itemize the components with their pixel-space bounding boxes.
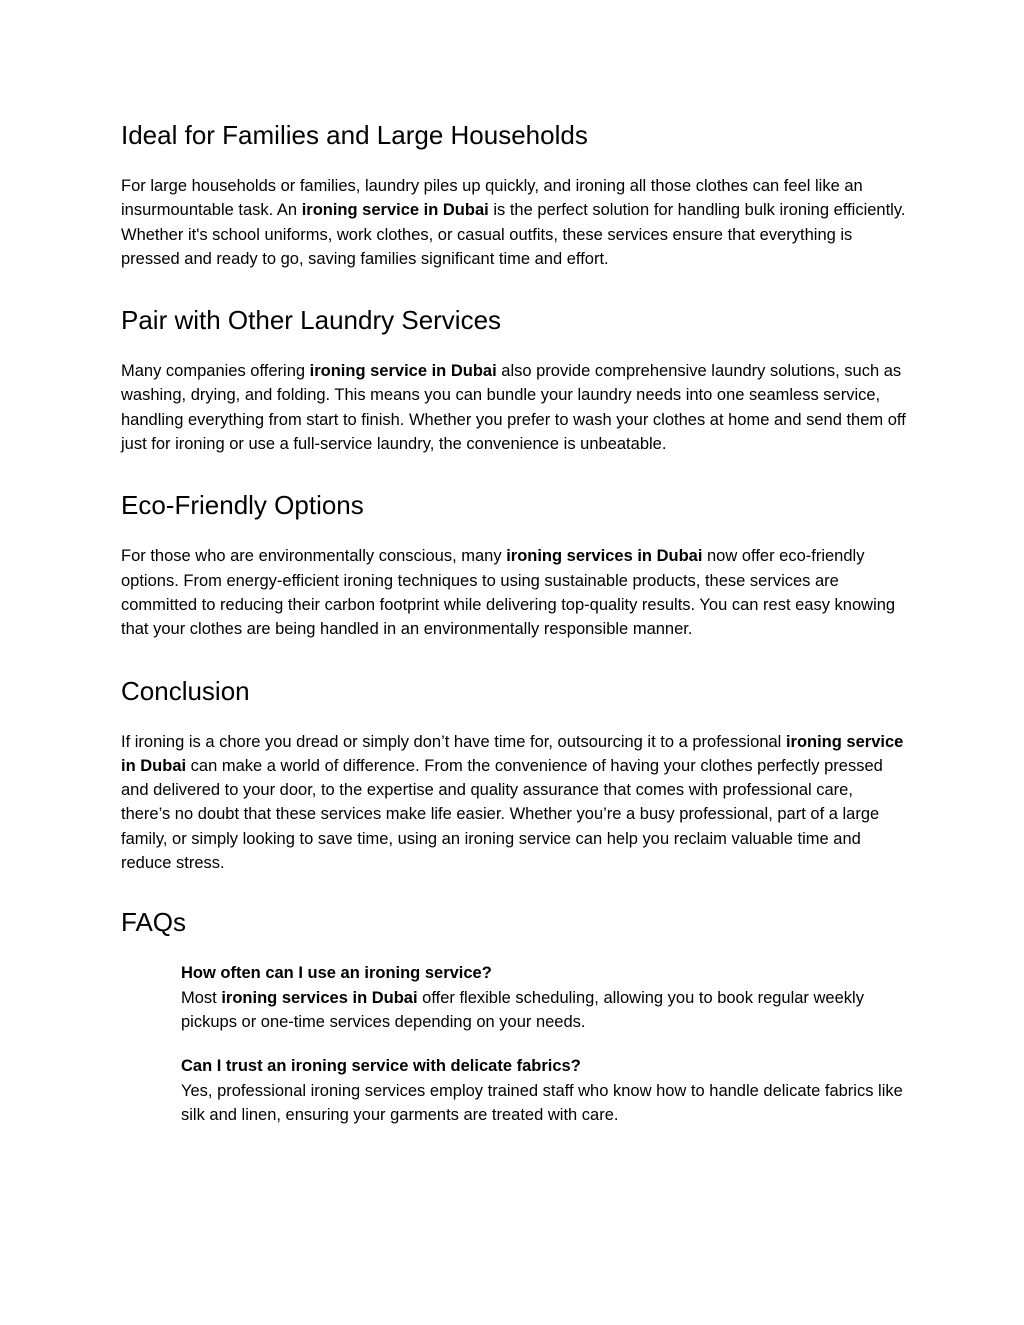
faq-question: Can I trust an ironing service with delicate fabrics?: [181, 1057, 581, 1076]
section-heading: Eco-Friendly Options: [121, 490, 364, 521]
keyword-bold: ironing service in Dubai: [301, 201, 489, 220]
section-conclusion: [121, 674, 906, 876]
section-paragraph: [121, 174, 906, 271]
section-paragraph: [121, 544, 906, 641]
paragraph-text: If ironing is a chore you dread or simply don’t have time for, outsourcing it to a professional: [121, 732, 786, 751]
section-heading: Conclusion: [121, 675, 250, 706]
paragraph-text: now offer eco-friendly options. From energy-efficient ironing techniques to using sustainable products, these services are committed to reducing their carbon footprint while delivering top-quality results. You can rest easy knowing that your clothes are being handled in an environmentally responsible manner.: [121, 547, 896, 639]
section-paragraph: [121, 359, 906, 456]
paragraph-text: also provide comprehensive laundry solutions, such as washing, drying, and folding. This means you can bundle your laundry needs into one seamless service, handling everything from start to finish. Whether you prefer to wash your clothes at home and send them off just for ironing or use a full-service laundry, the convenience is unbeatable.: [121, 362, 906, 454]
paragraph-text: can make a world of difference. From the convenience of having your clothes perfectly pressed and delivered to your door, to the expertise and quality assurance that comes with professional care, there’s no doubt that these services make life easier. Whether you’re a busy professional, part of a large family, or simply looking to save time, using an ironing service can help you reclaim valuable time and reduce stress.: [121, 756, 883, 873]
faq-item: [181, 1054, 906, 1127]
section-eco-friendly: [121, 488, 906, 641]
keyword-bold: ironing services in Dubai: [506, 547, 703, 566]
paragraph-text: Many companies offering: [121, 362, 310, 381]
answer-text: offer flexible scheduling, allowing you to book regular weekly pickups or one-time services depending on your needs.: [181, 988, 864, 1031]
faq-list: [121, 961, 906, 1127]
paragraph-text: For those who are environmentally conscious, many: [121, 547, 507, 566]
section-pair-laundry: [121, 303, 906, 456]
answer-text: Most: [181, 988, 222, 1007]
section-faqs: [121, 905, 906, 1127]
faq-question: How often can I use an ironing service?: [181, 964, 492, 983]
paragraph-text: is the perfect solution for handling bulk ironing efficiently. Whether it's school uniforms, work clothes, or casual outfits, these services ensure that everything is pressed and ready to go, saving families significant time and effort.: [121, 201, 906, 268]
keyword-bold: ironing service in Dubai: [121, 732, 904, 775]
faq-item: [181, 961, 906, 1034]
faq-answer: [181, 1079, 906, 1128]
section-heading: Pair with Other Laundry Services: [121, 305, 502, 336]
section-families: [121, 118, 906, 271]
document-page: [121, 118, 906, 1147]
keyword-bold: ironing services in Dubai: [221, 988, 418, 1007]
faq-heading: FAQs: [121, 907, 187, 938]
answer-text: Yes, professional ironing services employ trained staff who know how to handle delicate fabrics like silk and linen, ensuring your garments are treated with care.: [181, 1081, 903, 1124]
section-heading: Ideal for Families and Large Households: [121, 120, 588, 150]
section-paragraph: [121, 730, 906, 876]
paragraph-text: For large households or families, laundry piles up quickly, and ironing all those clothes can feel like an insurmountable task. An: [121, 177, 863, 220]
faq-answer: [181, 986, 906, 1035]
keyword-bold: ironing service in Dubai: [309, 362, 497, 381]
